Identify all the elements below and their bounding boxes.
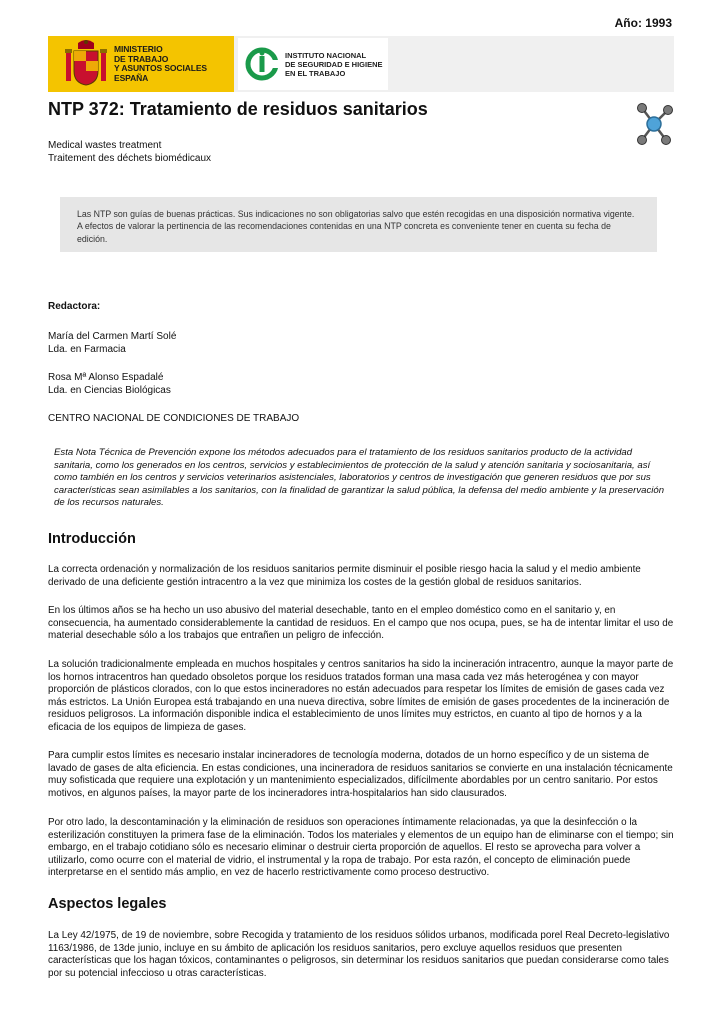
insht-logo-text: INSTITUTO NACIONAL DE SEGURIDAD E HIGIENE EN EL TRABAJO: [285, 50, 383, 78]
legal-paragraph-1: La Ley 42/1975, de 19 de noviembre, sobre Recogida y tratamiento de los residuos sólidos urbanos, modificada porel Real Decreto-legislativo 1163/1986, de 13de junio, incluye en su ámbito de aplicación los residuos sanitarios, pero excluye aquellos residuos que presenten características que los hagan tóxicos, contaminantes o peligrosos, sin determinar los residuos sanitarios que puedan considerarse como tales por su potencial infeccioso u otras características.: [48, 930, 670, 979]
page-title: NTP 372: Tratamiento de residuos sanitarios: [48, 99, 428, 119]
intro-paragraph-2: En los últimos años se ha hecho un uso abusivo del material desechable, tanto en el empleo doméstico como en el sanitario y, en consecuencia, ha aumentado considerablemente la cantidad de residuos. En el campo que nos ocupa, pues, se ha de intentar limitar el uso de material desechable sólo a los trabajos que entrañen un peligro de infección.: [48, 605, 674, 642]
author-1-degree: Lda. en Farmacia: [48, 343, 126, 355]
author-2-degree: Lda. en Ciencias Biológicas: [48, 384, 171, 396]
intro-paragraph-4: Para cumplir estos límites es necesario instalar incineradores de tecnología moderna, dotados de un horno específico y de un sistema de lavado de gases de alta eficiencia. En estas condiciones, una incineradora de residuos sanitarios se convierte en una instalación técnicamente muy sofisticada que requiere una explotación y un mantenimiento especializados, difícilmente abordables por un centro sanitario. Por estos motivos, en algunos países, la mayor parte de los incineradores intra-hospitalarios han sido clausurados.: [48, 750, 673, 799]
insht-emblem-icon: [244, 46, 280, 82]
authors-label: Redactora:: [48, 301, 101, 312]
header-logos: [48, 36, 674, 92]
molecule-icon: [634, 100, 674, 146]
author-1: [48, 331, 176, 356]
author-2: [48, 372, 171, 397]
ministerio-logo: [48, 36, 234, 92]
author-center: CENTRO NACIONAL DE CONDICIONES DE TRABAJO: [48, 413, 300, 424]
section-heading-introduccion: Introducción: [48, 531, 136, 547]
abstract: Esta Nota Técnica de Prevención expone los métodos adecuados para el tratamiento de los residuos sanitarios producto de la actividad sanitaria, como los generados en los centros, servicios y establecimientos de protección de la salud y atención sanitaria y sociosanitaria, así como también en los centros y servicios veterinarios asistenciales, laboratorios y centros de investigación que generen residuos que por sus características sean asimilables a los sanitarios, con la finalidad de garantizar la salud pública, la defensa del medio ambiente y la preservación de los recursos naturales.: [54, 447, 665, 509]
author-2-name: Rosa Mª Alonso Espadalé: [48, 372, 164, 383]
intro-paragraph-5: Por otro lado, la descontaminación y la eliminación de residuos son operaciones íntimamente relacionadas, ya que la desinfección o la esterilización constituyen la primera fase de la eliminación. Todos los materiales y elementos de un equipo han de eliminarse con el tiempo; sin embargo, en el trabajo cotidiano sólo es necesario eliminar o destruir cierta proporción de aquellos. El resto se aprovecha para volver a utilizarlo, como ocurre con el material de vidrio, el instrumental y la ropa de trabajo. Por esta razón, el concepto de eliminación puede interpretarse en el sentido más amplio, en vez de hacerlo restrictivamente como proceso destructivo.: [48, 817, 674, 879]
coat-of-arms-icon: [64, 39, 108, 89]
subtitle-french: Traitement des déchets biomédicaux: [48, 152, 212, 164]
ministerio-logo-text: MINISTERIO DE TRABAJO Y ASUNTOS SOCIALES ESPAÑA: [114, 44, 207, 83]
intro-paragraph-1: La correcta ordenación y normalización de los residuos sanitarios permite disminuir el posible riesgo hacia la salud y el medio ambiente derivado de una deficiente gestión intracentro a la vez que minimiza los costes de la gestión global de residuos sanitarios.: [48, 564, 641, 588]
disclaimer-box: [60, 197, 657, 252]
intro-paragraph-3: La solución tradicionalmente empleada en muchos hospitales y centros sanitarios ha sido la incineración intracentro, aunque la mayor parte de los hornos intracentros han quedado obsoletos porque los residuos tratados forman una masa cada vez más heterogénea y con mayor proporción de plásticos clorados, con lo que estos incineradores no están adecuados para respetar los límites de emisión de gases cada vez más estrictos. La Unión Europea está trabajando en una nueva directiva, sobre límites de emisión de gases procedentes de la incineración de residuos peligrosos. La información disponible indica el establecimiento de unos límites muy estrictos, en cuanto al tipo de hornos y a la eficacia de los equipos de limpieza de gases.: [48, 659, 674, 733]
author-1-name: María del Carmen Martí Solé: [48, 331, 177, 342]
disclaimer-text: Las NTP son guías de buenas prácticas. Sus indicaciones no son obligatorias salvo que estén recogidas en una disposición normativa vigente. A efectos de valorar la pertinencia de las recomendaciones contenidas en una NTP concreta es conveniente tener en cuenta su fecha de edición.: [77, 209, 635, 244]
subtitles: [48, 140, 211, 165]
subtitle-english: Medical wastes treatment: [48, 140, 162, 151]
section-heading-aspectos-legales: Aspectos legales: [48, 896, 167, 912]
document-year: Año: 1993: [614, 16, 672, 30]
insht-logo: [238, 38, 388, 90]
